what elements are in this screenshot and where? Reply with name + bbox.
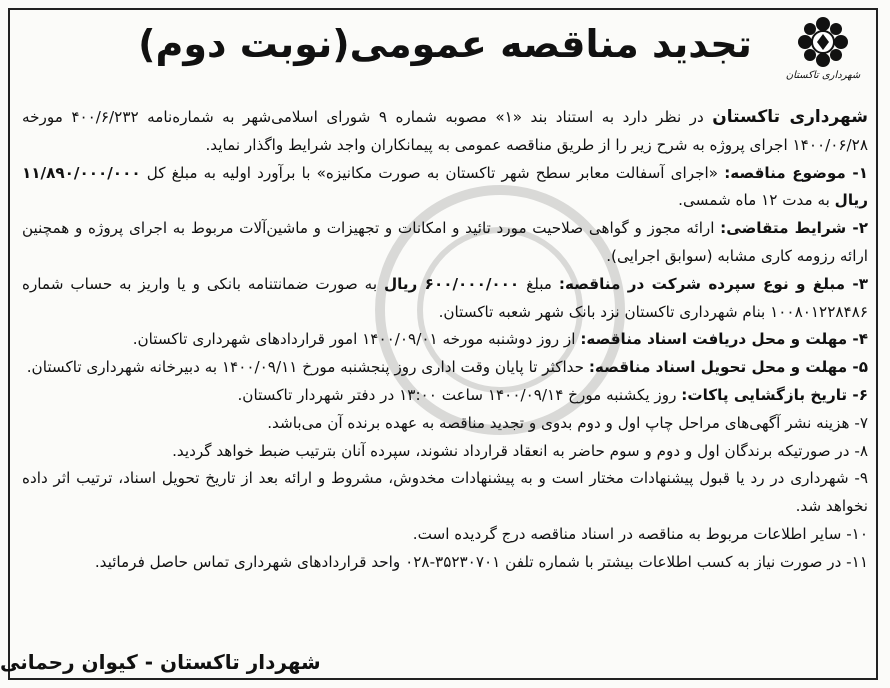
item-amount: ۱۱/۸۹۰/۰۰۰/۰۰۰ ریال [22, 163, 868, 210]
intro-text: در نظر دارد به استناد بند «۱» مصوبه شماره ۹ شورای اسلامی‌شهر به شماره‌نامه ۴۰۰/۶/۲۳۲ مورخه ۱۴۰۰/۰۶/۲۸ اجرای پروژه به شرح زیر را از طریق مناقصه عمومی به پیمانکاران واجد شرایط واگذار نماید. [22, 108, 868, 154]
item-text: ۷- هزینه نشر آگهی‌های مراحل چاپ اول و دوم بدوی و تجدید مناقصه به عهده برنده آن می‌باشد. [267, 413, 868, 432]
logo-text: شهرداری تاکستان [785, 70, 861, 81]
list-item [22, 354, 868, 382]
header [0, 14, 890, 100]
item-text: مبلغ [519, 274, 559, 293]
item-text: حداکثر تا پایان وقت اداری روز پنجشنبه مورخ ۱۴۰۰/۰۹/۱۱ به دبیرخانه شهرداری تاکستان. [26, 358, 589, 377]
item-amount: ۶۰۰/۰۰۰/۰۰۰ ریال [383, 274, 520, 293]
item-text: ارائه مجوز و گواهی صلاحیت مورد تائید و امکانات و تجهیزات و ماشین‌آلات مربوط به اجرای پروژه و همچنین ارائه رزومه کاری مشابه (سوابق اجرایی). [22, 219, 868, 265]
list-item [22, 326, 868, 354]
item-text: ۱۰- سایر اطلاعات مربوط به مناقصه در اسناد مناقصه درج گردیده است. [412, 524, 868, 543]
item-label: ۳- مبلغ و نوع سپرده شرکت در مناقصه: [558, 274, 868, 293]
list-item [22, 549, 868, 577]
list-item [22, 160, 868, 216]
item-label: ۴- مهلت و محل دریافت اسناد مناقصه: [580, 330, 868, 349]
item-text: ۹- شهرداری در رد یا قبول پیشنهادات مختار است و به پیشنهادات مخدوش، مشروط و ارائه بعد از تاریخ تحویل اسناد، ترتیب اثر داده نخواهد شد. [22, 469, 868, 516]
item-text: از روز دوشنبه مورخه ۱۴۰۰/۰۹/۰۱ امور قراردادهای شهرداری تاکستان. [132, 330, 581, 349]
items-list [22, 160, 868, 577]
item-text: ۸- در صورتیکه برندگان اول و دوم و سوم حاضر به انعقاد قرارداد نشوند، سپرده آنان بترتیب ضبط خواهد گردید. [172, 441, 868, 460]
intro-paragraph [22, 104, 868, 160]
list-item [22, 410, 868, 438]
item-text: «اجرای آسفالت معابر سطح شهر تاکستان به صورت مکانیزه» با برآورد اولیه به مبلغ کل [140, 163, 725, 182]
page-title: تجدید مناقصه عمومی(نوبت دوم) [138, 22, 752, 66]
item-label: ۵- مهلت و محل تحویل اسناد مناقصه: [588, 358, 868, 377]
org-name: شهرداری تاکستان [712, 107, 868, 127]
list-item [22, 438, 868, 466]
item-text-continued: به مدت ۱۲ ماه شمسی. [678, 191, 835, 210]
signature [0, 650, 630, 674]
notice-body [22, 104, 868, 577]
item-label: ۶- تاریخ بازگشایی پاکات: [681, 385, 868, 404]
list-item [22, 465, 868, 521]
list-item [22, 382, 868, 410]
item-text: روز یکشنبه مورخ ۱۴۰۰/۰۹/۱۴ ساعت ۱۳:۰۰ در دفتر شهردار تاکستان. [237, 385, 682, 404]
list-item [22, 215, 868, 271]
item-text: ۱۱- در صورت نیاز به کسب اطلاعات بیشتر با شماره تلفن ۳۵۲۳۰۷۰۱-۰۲۸ واحد قراردادهای شهرداری تماس حاصل فرمائید. [94, 552, 868, 571]
item-text-continued: به صورت ضمانتنامه بانکی و یا واریز به حساب شماره ۱۰۰۸۰۱۲۲۸۴۸۶ بنام شهرداری تاکستان نزد بانک شهر شعبه تاکستان. [22, 274, 868, 321]
item-label: ۲- شرایط متقاضی: [720, 219, 868, 238]
item-label: ۱- موضوع مناقصه: [724, 163, 868, 182]
list-item [22, 271, 868, 327]
signature-text: شهردار تاکستان - کیوان رحمانی [0, 650, 321, 674]
list-item [22, 521, 868, 549]
